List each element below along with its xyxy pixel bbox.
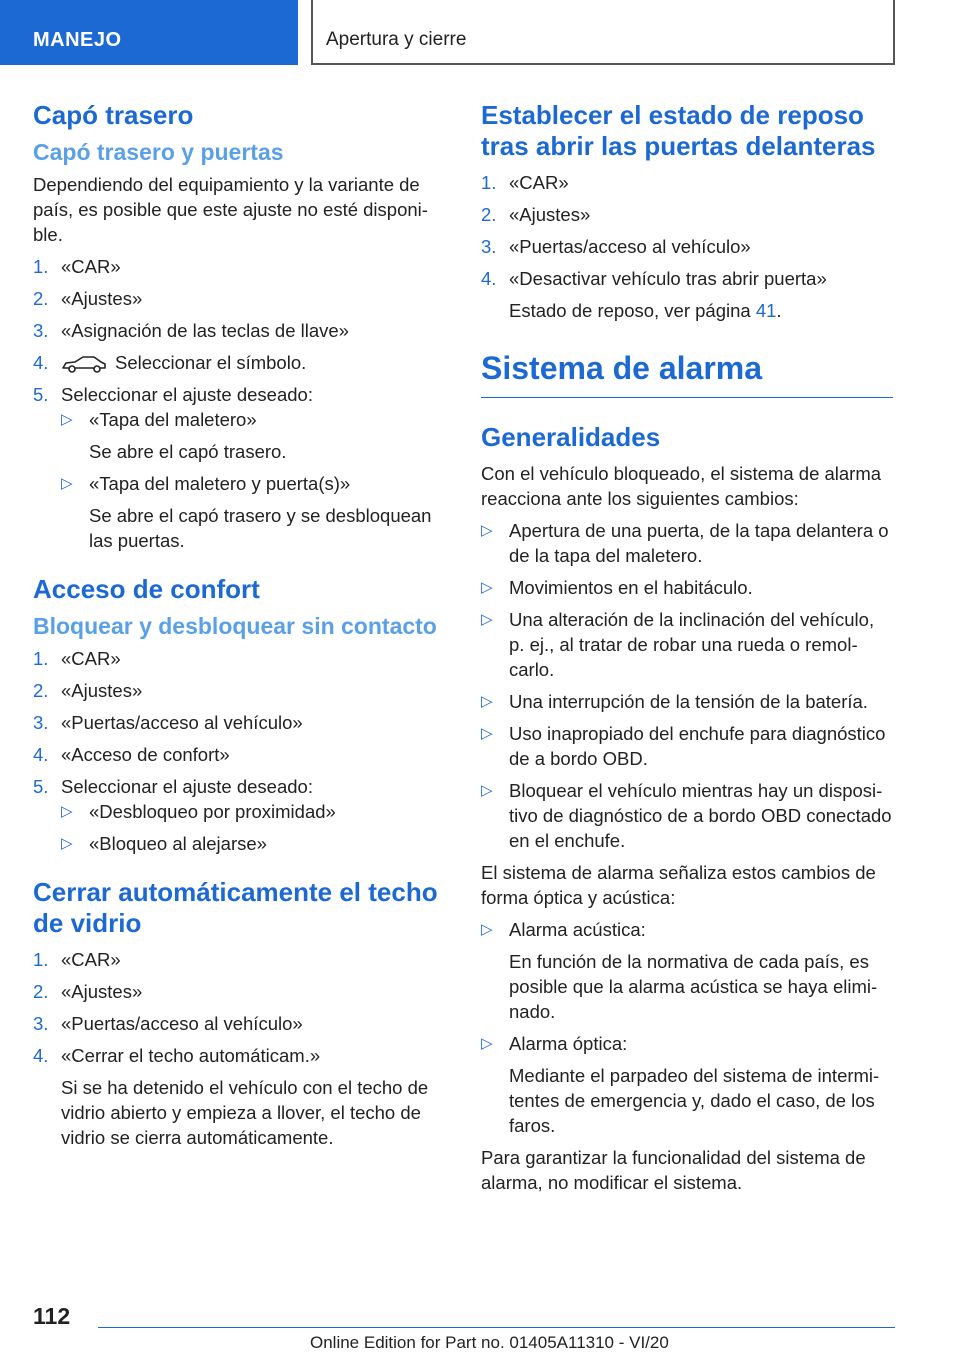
list-item: ▷ Una alteración de la inclinación del vehículo, p. ej., al tratar de robar una rueda o remolcarlo.	[481, 609, 875, 680]
list-item: ▷ «Tapa del maletero y puerta(s)» Se abre el capó trasero y se desbloquean las puertas.	[61, 473, 432, 551]
car-icon	[61, 354, 107, 374]
list-item: 5. Seleccionar el ajuste deseado: ▷ «Tapa del maletero» Se abre el capó trasero. ▷ «Tapa del maletero y puerta(s)» Se abre el capó trasero y se desbloquean las puertas.	[33, 382, 445, 553]
list-item: ▷ «Desbloqueo por proximidad»	[61, 801, 336, 822]
triangle-bullet-icon: ▷	[481, 725, 493, 742]
list-item: 2. «Ajustes»	[33, 680, 143, 701]
heading-sistema-alarma: Sistema de alarma	[481, 350, 893, 398]
header-section-tab	[0, 0, 298, 65]
list-item: ▷ Apertura de una puerta, de la tapa delantera o de la tapa del maletero.	[481, 520, 889, 566]
list-item: 4. «Acceso de confort»	[33, 744, 230, 765]
heading-generalidades: Generalidades	[481, 422, 661, 452]
list-item: 1. «CAR»	[481, 172, 569, 193]
header-section-label: MANEJO	[33, 29, 122, 51]
triangle-bullet-icon: ▷	[481, 611, 493, 628]
list-item: ▷ Alarma acústica: En función de la normativa de cada país, es posible que la alarma acústica se haya eliminado.	[481, 919, 878, 1022]
list-item: 5. Seleccionar el ajuste deseado: ▷ «Desbloqueo por proximidad» ▷ «Bloqueo al alejarse»	[33, 774, 445, 856]
footer-edition: Online Edition for Part no. 01405A11310 - VI/20	[310, 1333, 669, 1352]
list-item: 1. «CAR»	[33, 949, 121, 970]
page-reference-link[interactable]: 41	[755, 300, 777, 321]
right-column	[481, 100, 893, 1202]
heading-estado-reposo: Establecer el estado de reposo tras abrir las puertas delanteras	[481, 100, 876, 161]
triangle-bullet-icon: ▷	[61, 475, 73, 492]
capo-steps	[33, 254, 445, 553]
acceso-steps	[33, 646, 445, 856]
reposo-steps	[481, 170, 893, 323]
list-item: 4. «Cerrar el techo automáticam.» Si se ha detenido el vehículo con el techo de vidrio abierto y empieza a llover, el techo de vidrio se cierra automáticamente.	[33, 1045, 429, 1148]
list-item: 1. «CAR»	[33, 256, 121, 277]
generalidades-intro: Con el vehículo bloqueado, el sistema de alarma reacciona ante los siguientes cambios:	[481, 463, 882, 509]
triangle-bullet-icon: ▷	[481, 522, 493, 539]
list-item: ▷ «Tapa del maletero» Se abre el capó trasero.	[61, 409, 287, 462]
list-item: ▷ «Bloqueo al alejarse»	[61, 833, 267, 854]
header-chapter-tab	[311, 0, 895, 65]
list-item: 3. «Puertas/acceso al vehículo»	[481, 236, 751, 257]
list-item: 3. «Puertas/acceso al vehículo»	[33, 712, 303, 733]
list-item: 2. «Ajustes»	[33, 288, 143, 309]
list-item: ▷ Alarma óptica: Mediante el parpadeo del sistema de intermitentes de emergencia y, dado el caso, de los faros.	[481, 1033, 880, 1136]
list-item: 2. «Ajustes»	[481, 204, 591, 225]
triangle-bullet-icon: ▷	[481, 693, 493, 710]
alarm-triggers-list	[481, 518, 893, 853]
list-item: 3. «Asignación de las teclas de llave»	[33, 320, 349, 341]
triangle-bullet-icon: ▷	[481, 921, 493, 938]
list-item: 4. Seleccionar el símbolo.	[33, 352, 307, 373]
list-item: 4. «Desactivar vehículo tras abrir puerta» Estado de reposo, ver página 41.	[481, 268, 827, 321]
triangle-bullet-icon: ▷	[481, 579, 493, 596]
techo-steps	[33, 947, 445, 1150]
list-item: ▷ Uso inapropiado del enchufe para diagnóstico de a bordo OBD.	[481, 723, 886, 769]
triangle-bullet-icon: ▷	[61, 835, 73, 852]
heading-capo-trasero: Capó trasero	[33, 100, 194, 130]
page-number: 112	[33, 1303, 71, 1329]
alarma-cierre: Para garantizar la funcionalidad del sistema de alarma, no modificar el sistema.	[481, 1147, 866, 1193]
alarm-types-list	[481, 917, 893, 1138]
list-item: ▷ Movimientos en el habitáculo.	[481, 577, 753, 598]
footer-divider	[98, 1327, 895, 1328]
triangle-bullet-icon: ▷	[481, 1035, 493, 1052]
header-chapter-label: Apertura y cierre	[326, 29, 467, 50]
list-item: 3. «Puertas/acceso al vehículo»	[33, 1013, 303, 1034]
list-item: ▷ Bloquear el vehículo mientras hay un dispositivo de diagnóstico de a bordo OBD conectado en el enchufe.	[481, 780, 892, 851]
heading-bloquear: Bloquear y desbloquear sin contacto	[33, 613, 437, 639]
triangle-bullet-icon: ▷	[481, 782, 493, 799]
heading-cerrar-techo: Cerrar automáticamente el techo de vidrio	[33, 877, 438, 938]
left-column	[33, 100, 445, 1157]
triangle-bullet-icon: ▷	[61, 803, 73, 820]
heading-capo-puertas: Capó trasero y puertas	[33, 139, 284, 165]
triangle-bullet-icon: ▷	[61, 411, 73, 428]
list-item: 2. «Ajustes»	[33, 981, 143, 1002]
capo-intro: Dependiendo del equipamiento y la variante de país, es posible que este ajuste no esté disponible.	[33, 174, 428, 245]
list-item: 1. «CAR»	[33, 648, 121, 669]
heading-acceso-confort: Acceso de confort	[33, 574, 260, 604]
senalizacion-intro: El sistema de alarma señaliza estos cambios de forma óptica y acústica:	[481, 862, 876, 908]
list-item: ▷ Una interrupción de la tensión de la batería.	[481, 691, 868, 712]
